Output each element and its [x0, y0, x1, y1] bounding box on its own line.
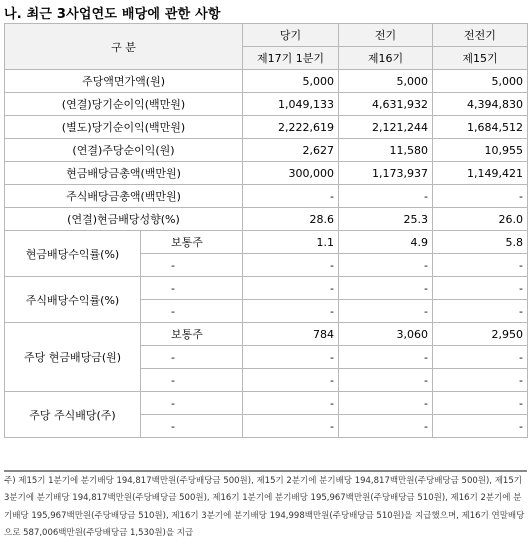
header-row-1: [5, 24, 528, 47]
value-cell: -: [243, 415, 339, 438]
value-cell: -: [433, 346, 528, 369]
value-cell: -: [433, 254, 528, 277]
value-cell: 1.1: [243, 231, 339, 254]
value-cell: 300,000: [243, 162, 339, 185]
value-cell: 4.9: [339, 231, 433, 254]
footnote: 주) 제15기 1분기에 분기배당 194,817백만원(주당배당금 500원), 제15기 2분기에 분기배당 194,817백만원(주당배당금 500원), 제15기 3분기에 분기배당 194,817백만원(주당배당금 500원), 제16기 1분기에 분기배당 195,967백만원(주당배당금 510원), 제16기 2분기에 분기배당 195,967백만원(주당배당금 510원), 제16기 3분기에 분기배당 194,998백만원(주당배당금 510원)을 지급했으며, 제16기 연말배당으로 587,006백만원(주당배당금 1,530원)을 지급: [4, 470, 527, 542]
table-row: [5, 139, 528, 162]
group-label: 현금배당수익률(%): [5, 231, 141, 277]
value-cell: 4,394,830: [433, 93, 528, 116]
stock-type-cell: -: [141, 392, 243, 415]
period-header-prev2: 전전기: [433, 24, 528, 47]
stock-type-cell: -: [141, 254, 243, 277]
period-header-current: 당기: [243, 24, 339, 47]
value-cell: 5,000: [243, 70, 339, 93]
table-row: [5, 162, 528, 185]
row-label: (연결)당기순이익(백만원): [5, 93, 243, 116]
dividend-table: [4, 23, 528, 438]
table-row: [5, 93, 528, 116]
value-cell: -: [433, 369, 528, 392]
period-header-prev: 전기: [339, 24, 433, 47]
value-cell: -: [339, 300, 433, 323]
stock-type-cell: -: [141, 369, 243, 392]
period-sub-prev: 제16기: [339, 47, 433, 70]
value-cell: 1,684,512: [433, 116, 528, 139]
table-row: [5, 70, 528, 93]
section-title: 나. 최근 3사업연도 배당에 관한 사항: [4, 7, 221, 22]
value-cell: 5,000: [339, 70, 433, 93]
value-cell: -: [433, 185, 528, 208]
table-row: [5, 277, 528, 300]
stock-type-cell: 보통주: [141, 323, 243, 346]
value-cell: 2,627: [243, 139, 339, 162]
value-cell: 4,631,932: [339, 93, 433, 116]
group-label: 주식배당수익률(%): [5, 277, 141, 323]
value-cell: -: [243, 185, 339, 208]
value-cell: -: [433, 392, 528, 415]
value-cell: 28.6: [243, 208, 339, 231]
value-cell: 11,580: [339, 139, 433, 162]
value-cell: 3,060: [339, 323, 433, 346]
row-label: (별도)당기순이익(백만원): [5, 116, 243, 139]
value-cell: -: [243, 277, 339, 300]
stock-type-cell: -: [141, 300, 243, 323]
value-cell: 26.0: [433, 208, 528, 231]
value-cell: -: [243, 254, 339, 277]
value-cell: -: [339, 415, 433, 438]
period-sub-current: 제17기 1분기: [243, 47, 339, 70]
value-cell: 2,222,619: [243, 116, 339, 139]
value-cell: -: [243, 392, 339, 415]
table-row: [5, 323, 528, 346]
value-cell: 2,121,244: [339, 116, 433, 139]
value-cell: -: [243, 369, 339, 392]
row-label: (연결)주당순이익(원): [5, 139, 243, 162]
value-cell: -: [339, 277, 433, 300]
value-cell: 784: [243, 323, 339, 346]
stock-type-cell: -: [141, 277, 243, 300]
value-cell: 1,173,937: [339, 162, 433, 185]
table-row: [5, 208, 528, 231]
value-cell: -: [433, 277, 528, 300]
stock-type-cell: 보통주: [141, 231, 243, 254]
value-cell: 2,950: [433, 323, 528, 346]
table-row: [5, 116, 528, 139]
period-sub-prev2: 제15기: [433, 47, 528, 70]
row-label: (연결)현금배당성향(%): [5, 208, 243, 231]
value-cell: 1,049,133: [243, 93, 339, 116]
value-cell: -: [433, 415, 528, 438]
table-row: [5, 231, 528, 254]
table-row: [5, 392, 528, 415]
value-cell: -: [433, 300, 528, 323]
value-cell: -: [339, 185, 433, 208]
value-cell: 5.8: [433, 231, 528, 254]
group-label: 주당 현금배당금(원): [5, 323, 141, 392]
value-cell: 25.3: [339, 208, 433, 231]
value-cell: 5,000: [433, 70, 528, 93]
value-cell: -: [243, 300, 339, 323]
stock-type-cell: -: [141, 346, 243, 369]
group-label: 주당 주식배당(주): [5, 392, 141, 438]
row-label: 주당액면가액(원): [5, 70, 243, 93]
value-cell: 10,955: [433, 139, 528, 162]
gubun-header: 구 분: [5, 24, 243, 70]
value-cell: -: [339, 346, 433, 369]
value-cell: -: [243, 346, 339, 369]
value-cell: -: [339, 392, 433, 415]
row-label: 현금배당금총액(백만원): [5, 162, 243, 185]
value-cell: -: [339, 254, 433, 277]
value-cell: 1,149,421: [433, 162, 528, 185]
value-cell: -: [339, 369, 433, 392]
row-label: 주식배당금총액(백만원): [5, 185, 243, 208]
stock-type-cell: -: [141, 415, 243, 438]
table-row: [5, 185, 528, 208]
